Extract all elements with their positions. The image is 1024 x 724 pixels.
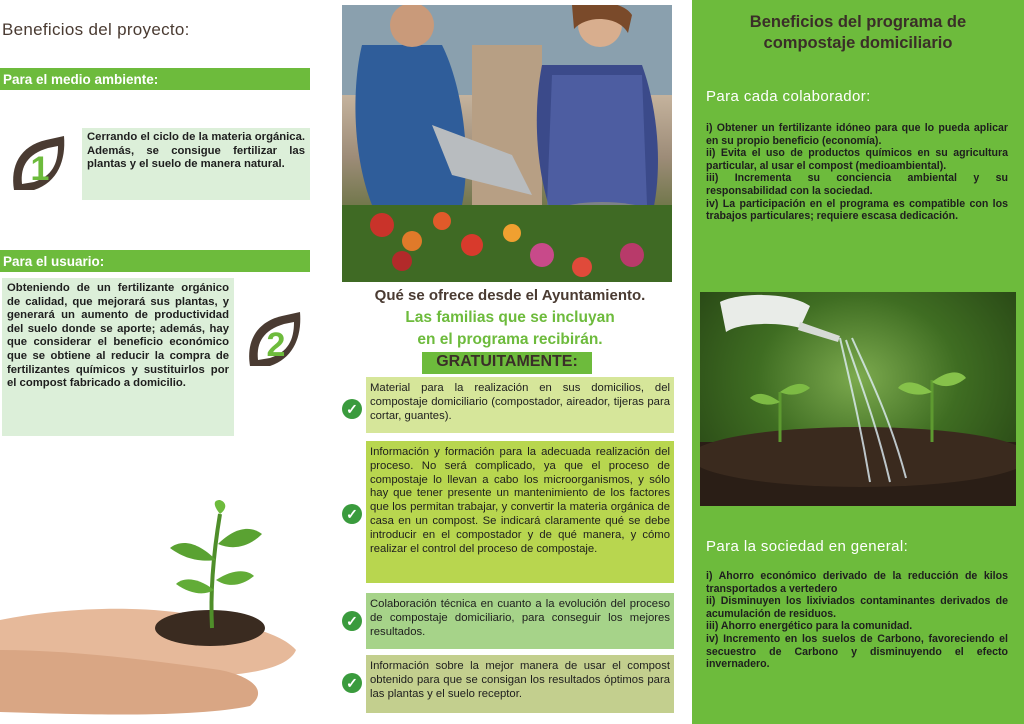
left-panel bbox=[0, 0, 330, 724]
user-band: Para el usuario: bbox=[0, 250, 310, 272]
check-circle-icon: ✓ bbox=[342, 399, 362, 419]
check-circle-icon: ✓ bbox=[342, 673, 362, 693]
watering-plants-photo bbox=[342, 5, 672, 282]
offer-item-material: Material para la realización en sus domicilios, del compostaje domiciliario (compostador, aireador, tijeras para cortar, guantes). bbox=[366, 377, 674, 433]
hands-seedling-photo bbox=[0, 500, 300, 724]
council-offer-heading: Qué se ofrece desde el Ayuntamiento. bbox=[374, 287, 646, 304]
watering-seedlings-photo bbox=[700, 292, 1016, 506]
offer-item-technical-support: Colaboración técnica en cuanto a la evolución del proceso de compostaje domiciliario, para conseguir los mejores resultados. bbox=[366, 593, 674, 649]
society-benefit-4: iv) Incremento en los suelos de Carbono, favoreciendo el secuestro de Carbono y disminuyendo el efecto invernadero. bbox=[706, 632, 1008, 671]
collaborator-benefits bbox=[706, 122, 1008, 223]
society-benefit-3: iii) Ahorro energético para la comunidad. bbox=[706, 620, 913, 633]
offer-item-training: Información y formación para la adecuada realización del proceso. No será complicado, ya que el proceso de compostaje lo llevan a cabo los microorganismos, y sólo hay que tener presente un mantenimiento de los factores que los permitan trabajar, y convertir la materia orgánica de casa en un compost. Se indicará claramente qué se debe introducir en el compostador y de qué manera, y cómo realizar el control del proceso de compostaje. bbox=[366, 441, 674, 583]
families-heading-line1: Las familias que se incluyan bbox=[405, 309, 615, 326]
families-heading bbox=[340, 307, 680, 351]
collaborator-benefit-1: i) Obtener un fertilizante idóneo para que lo pueda aplicar en su propio beneficio (economía). bbox=[706, 122, 1008, 147]
project-benefits-heading: Beneficios del proyecto: bbox=[2, 20, 190, 39]
program-benefits-title bbox=[700, 12, 1016, 54]
collaborator-benefit-2: ii) Evita el uso de productos químicos en su agricultura particular, al usar el compost (medioambiental). bbox=[706, 147, 1008, 172]
collaborator-heading: Para cada colaborador: bbox=[706, 88, 871, 105]
number-2-label: 2 bbox=[266, 326, 286, 364]
leaf-number-2-icon bbox=[242, 308, 306, 372]
user-benefit-box: Obteniendo de un fertilizante orgánico de calidad, que mejorará sus plantas, y generará un aumento de productividad del suelo donde se aporte; además, hay que considerar el beneficio económico que se obtiene al reducir la compra de fertilizantes químicos y sustituirlos por el compost fabricado a domicilio. bbox=[2, 278, 234, 436]
collaborator-benefit-3: iii) Incrementa su conciencia ambiental y su responsabilidad con la sociedad. bbox=[706, 172, 1008, 197]
society-benefit-2: ii) Disminuyen los lixiviados contaminantes derivados de acumulación de residuos. bbox=[706, 595, 1008, 620]
offer-item-compost-usage: Información sobre la mejor manera de usar el compost obtenido para que se consigan los resultados óptimos para las plantas y el suelo receptor. bbox=[366, 655, 674, 713]
environment-band: Para el medio ambiente: bbox=[0, 68, 310, 90]
society-benefit-1: i) Ahorro económico derivado de la reducción de kilos transportados a vertedero bbox=[706, 570, 1008, 595]
check-circle-icon: ✓ bbox=[342, 611, 362, 631]
number-1-label: 1 bbox=[30, 150, 50, 188]
leaf-number-1-icon bbox=[6, 132, 70, 196]
families-heading-line2: en el programa recibirán. bbox=[417, 331, 603, 348]
check-circle-icon: ✓ bbox=[342, 504, 362, 524]
society-heading: Para la sociedad en general: bbox=[706, 538, 909, 555]
environment-benefit-box: Cerrando el ciclo de la materia orgánica. Además, se consigue fertilizar las plantas y el suelo de manera natural. bbox=[82, 128, 310, 200]
society-benefits bbox=[706, 570, 1008, 671]
collaborator-benefit-4: iv) La participación en el programa es compatible con los trabajos particulares; requiere escasa dedicación. bbox=[706, 197, 1008, 223]
free-highlight: GRATUITAMENTE: bbox=[422, 352, 592, 374]
program-benefits-title-line1: Beneficios del programa de bbox=[749, 13, 967, 31]
program-benefits-title-line2: compostaje domiciliario bbox=[763, 34, 953, 52]
